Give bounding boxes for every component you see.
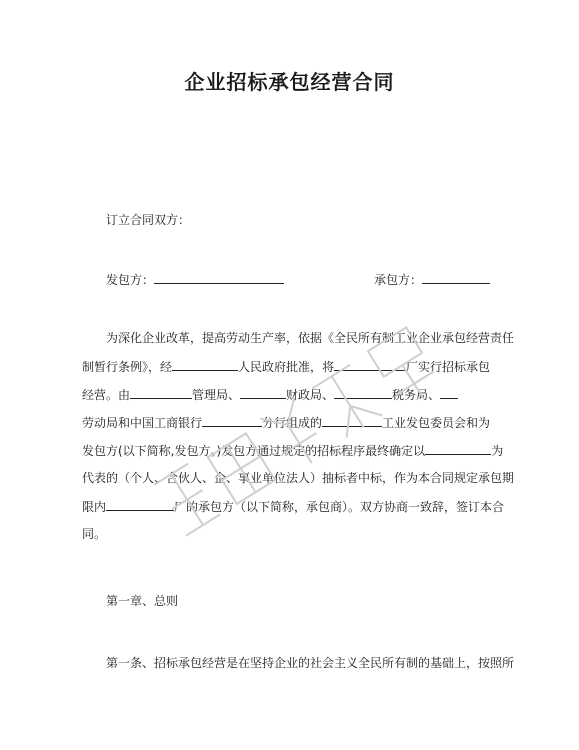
blank-representative xyxy=(425,442,491,455)
blank-tax-bureau xyxy=(334,386,392,399)
blank-government xyxy=(172,358,238,371)
para1-line8: 同。 xyxy=(82,527,107,541)
blank-bank-branch xyxy=(202,414,262,427)
para1-line3: 经营。由 管理局、 财政局、 税务局、 xyxy=(82,386,458,403)
para1-line4: 劳动局和中国工商银行 分行组成的 工业发包委员会和为 xyxy=(82,416,491,430)
blank-committee xyxy=(322,414,382,427)
para1-line2: 制暂行条例》，经 人民政府批准，将 厂实行招标承包 xyxy=(82,360,491,374)
party-a-line xyxy=(106,271,284,288)
para1-line7: 限内 厂的承包方（以下简称，承包商）。双方协商一致辞，签订本合 xyxy=(82,500,505,514)
parties-intro: 订立合同双方： xyxy=(106,213,191,227)
para1-line1: 为深化企业改革，提高劳动生产率，依据《全民所有制工业企业承包经营责任 xyxy=(106,331,515,345)
document-title: 企业招标承包经营合同 xyxy=(184,70,395,94)
blank-factory xyxy=(334,358,406,371)
blank-contract-factory xyxy=(106,498,174,511)
party-b-line xyxy=(374,271,490,288)
blank-finance-bureau xyxy=(240,386,286,399)
party-b-label: 承包方： xyxy=(374,273,423,287)
party-a-blank xyxy=(154,271,284,284)
article-1: 第一条、招标承包经营是在坚持企业的社会主义全民所有制的基础上，按照所 xyxy=(106,656,515,670)
para1-line5: 发包方(以下简称,发包方。)发包方通过规定的招标程序最终确定以 为 xyxy=(82,444,504,458)
para1-line6: 代表的（个人、合伙人、企、事业单位法人）抽标者中标，作为本合同规定承包期 xyxy=(82,471,515,485)
party-a-label: 发包方： xyxy=(106,273,155,287)
party-b-blank xyxy=(422,271,490,284)
chapter-heading: 第一章、总则 xyxy=(106,594,179,608)
blank-management-bureau xyxy=(130,386,192,399)
blank-labor-prefix xyxy=(440,386,458,399)
